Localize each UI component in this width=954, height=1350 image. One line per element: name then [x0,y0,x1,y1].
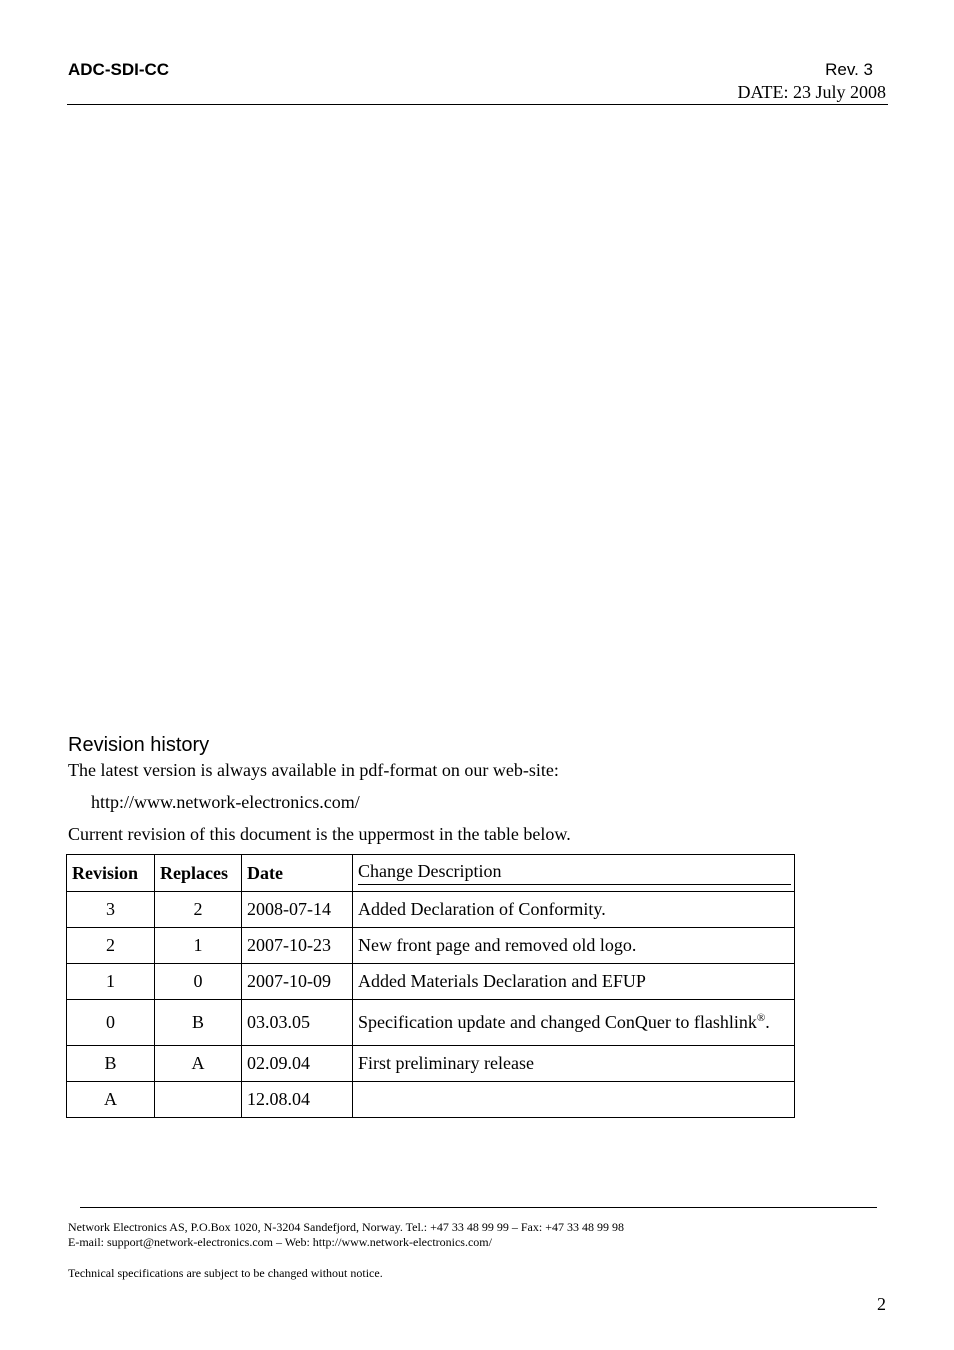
cell-date: 12.08.04 [242,1082,353,1118]
revision-table [66,854,795,1118]
header-change-description-text: Change Description [358,861,791,885]
cell-revision: B [67,1046,155,1082]
cell-revision: 0 [67,1000,155,1046]
table-header-row [67,855,795,892]
header-revision: Revision [67,855,155,892]
website-link[interactable]: http://www.network-electronics.com/ [91,792,360,812]
cell-replaces: 1 [155,928,242,964]
cell-description: First preliminary release [353,1046,795,1082]
revision-note: Current revision of this document is the uppermost in the table below. [68,824,571,844]
footer-divider [80,1207,877,1208]
table-row [67,1046,795,1082]
footer-disclaimer: Technical specifications are subject to be changed without notice. [68,1266,383,1280]
description-text: Specification update and changed ConQuer to flashlink [358,1012,757,1032]
cell-revision: 3 [67,892,155,928]
cell-revision: 1 [67,964,155,1000]
cell-revision: 2 [67,928,155,964]
header-change-description [353,855,795,892]
document-date: DATE: 23 July 2008 [737,82,886,102]
table-row [67,928,795,964]
header-replaces: Replaces [155,855,242,892]
cell-date: 02.09.04 [242,1046,353,1082]
cell-revision: A [67,1082,155,1118]
document-id: ADC-SDI-CC [68,60,170,79]
footer-address: Network Electronics AS, P.O.Box 1020, N-3204 Sandefjord, Norway. Tel.: +47 33 48 99 99 – Fax: +47 33 48 99 98 [68,1220,624,1234]
cell-replaces: 0 [155,964,242,1000]
cell-date: 2007-10-09 [242,964,353,1000]
header-divider [67,104,888,105]
cell-description [353,1000,795,1046]
table-row [67,964,795,1000]
cell-description: Added Declaration of Conformity. [353,892,795,928]
cell-replaces [155,1082,242,1118]
registered-mark: ® [756,1012,766,1024]
header-date: Date [242,855,353,892]
table-row [67,1000,795,1046]
footer-contact: E-mail: support@network-electronics.com – Web: http://www.network-electronics.com/ [68,1235,492,1249]
revision-label: Rev. 3 [825,60,873,79]
cell-description: New front page and removed old logo. [353,928,795,964]
page-number: 2 [877,1294,886,1314]
table-row [67,1082,795,1118]
cell-date: 2007-10-23 [242,928,353,964]
cell-date: 03.03.05 [242,1000,353,1046]
cell-replaces: A [155,1046,242,1082]
cell-description: Added Materials Declaration and EFUP [353,964,795,1000]
table-row [67,892,795,928]
section-title: Revision history [68,734,210,756]
intro-text: The latest version is always available in pdf-format on our web-site: [68,760,559,780]
cell-description [353,1082,795,1118]
cell-replaces: B [155,1000,242,1046]
description-tail: . [765,1012,770,1032]
cell-replaces: 2 [155,892,242,928]
cell-date: 2008-07-14 [242,892,353,928]
